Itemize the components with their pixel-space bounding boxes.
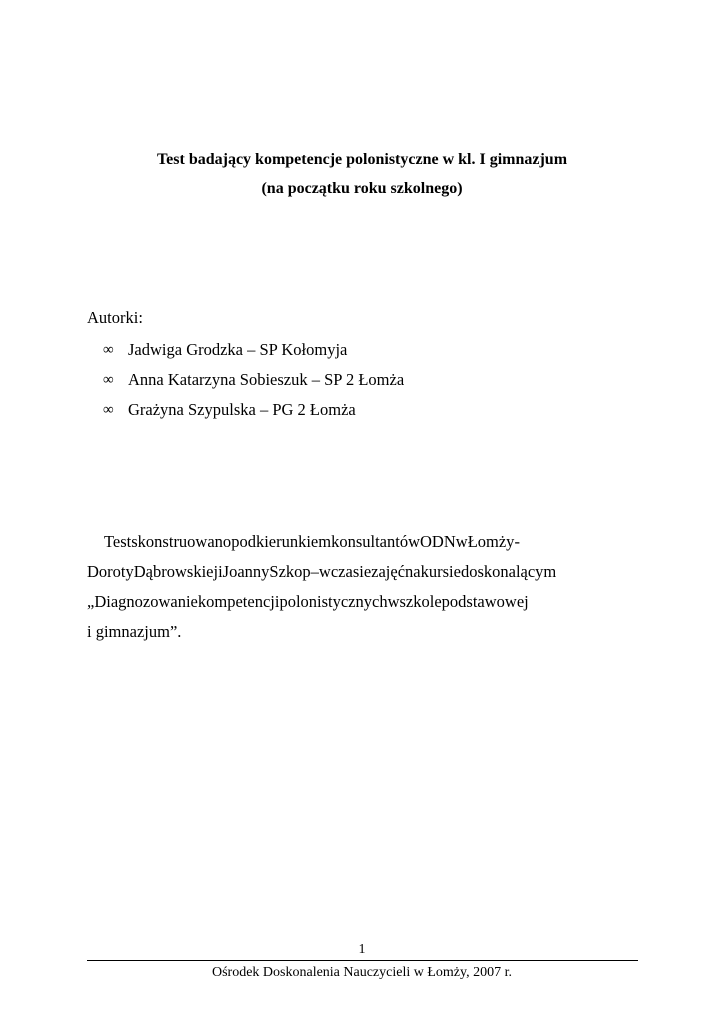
author-name: Jadwiga Grodzka – SP Kołomyja bbox=[128, 340, 348, 359]
paragraph-word: szkole bbox=[399, 592, 442, 611]
list-item bbox=[103, 365, 404, 395]
paragraph-word: kompetencji bbox=[197, 592, 280, 611]
paragraph-word: Łomży bbox=[467, 532, 515, 551]
author-name: Grażyna Szypulska – PG 2 Łomża bbox=[128, 400, 356, 419]
footer-divider bbox=[87, 960, 638, 961]
paragraph-word: podstawowej bbox=[441, 592, 529, 611]
paragraph-word: Test bbox=[104, 532, 132, 551]
paragraph-word: pod bbox=[231, 532, 256, 551]
paragraph-word: konsultantów bbox=[331, 532, 421, 551]
paragraph-word: skonstruowano bbox=[131, 532, 232, 551]
paragraph-line bbox=[87, 557, 636, 587]
infinity-bullet-icon: ∞ bbox=[103, 342, 114, 358]
paragraph-word: kursie bbox=[420, 562, 461, 581]
paragraph-word: - bbox=[514, 532, 520, 551]
paragraph-word: na bbox=[405, 562, 421, 581]
paragraph-word: Dąbrowskiej bbox=[133, 562, 219, 581]
page-number: 1 bbox=[358, 942, 366, 957]
paragraph-word: – bbox=[310, 562, 319, 581]
infinity-bullet-icon: ∞ bbox=[103, 372, 114, 388]
document-subtitle: (na początku roku szkolnego) bbox=[261, 180, 463, 197]
author-name: Anna Katarzyna Sobieszuk – SP 2 Łomża bbox=[128, 370, 405, 389]
paragraph-line bbox=[87, 527, 636, 557]
paragraph-line bbox=[87, 587, 636, 617]
paragraph-word: doskonalącym bbox=[460, 562, 557, 581]
list-item bbox=[103, 395, 404, 425]
author-list bbox=[103, 335, 404, 425]
paragraph-word: kierunkiem bbox=[255, 532, 332, 551]
paragraph-word: Joanny bbox=[222, 562, 270, 581]
paragraph-word: Doroty bbox=[87, 562, 134, 581]
paragraph-word: w bbox=[455, 532, 468, 551]
paragraph-word: polonistycznych bbox=[279, 592, 388, 611]
list-item bbox=[103, 335, 404, 365]
document-title: Test badający kompetencje polonistyczne w kl. I gimnazjum bbox=[156, 151, 568, 168]
paragraph-word: i bbox=[218, 562, 223, 581]
paragraph-word: w bbox=[318, 562, 331, 581]
footer-text: Ośrodek Doskonalenia Nauczycieli w Łomży, 2007 r. bbox=[211, 965, 512, 980]
paragraph-line: i gimnazjum”. bbox=[87, 622, 182, 641]
infinity-bullet-icon: ∞ bbox=[103, 402, 114, 418]
paragraph-word: czasie bbox=[330, 562, 372, 581]
authors-label: Autorki: bbox=[87, 308, 143, 327]
paragraph-word: zajęć bbox=[371, 562, 406, 581]
paragraph-word: w bbox=[387, 592, 400, 611]
paragraph-word: ODN bbox=[420, 532, 456, 551]
paragraph-word: „Diagnozowanie bbox=[87, 592, 198, 611]
paragraph-word: Szkop bbox=[269, 562, 311, 581]
body-paragraph bbox=[87, 527, 636, 647]
